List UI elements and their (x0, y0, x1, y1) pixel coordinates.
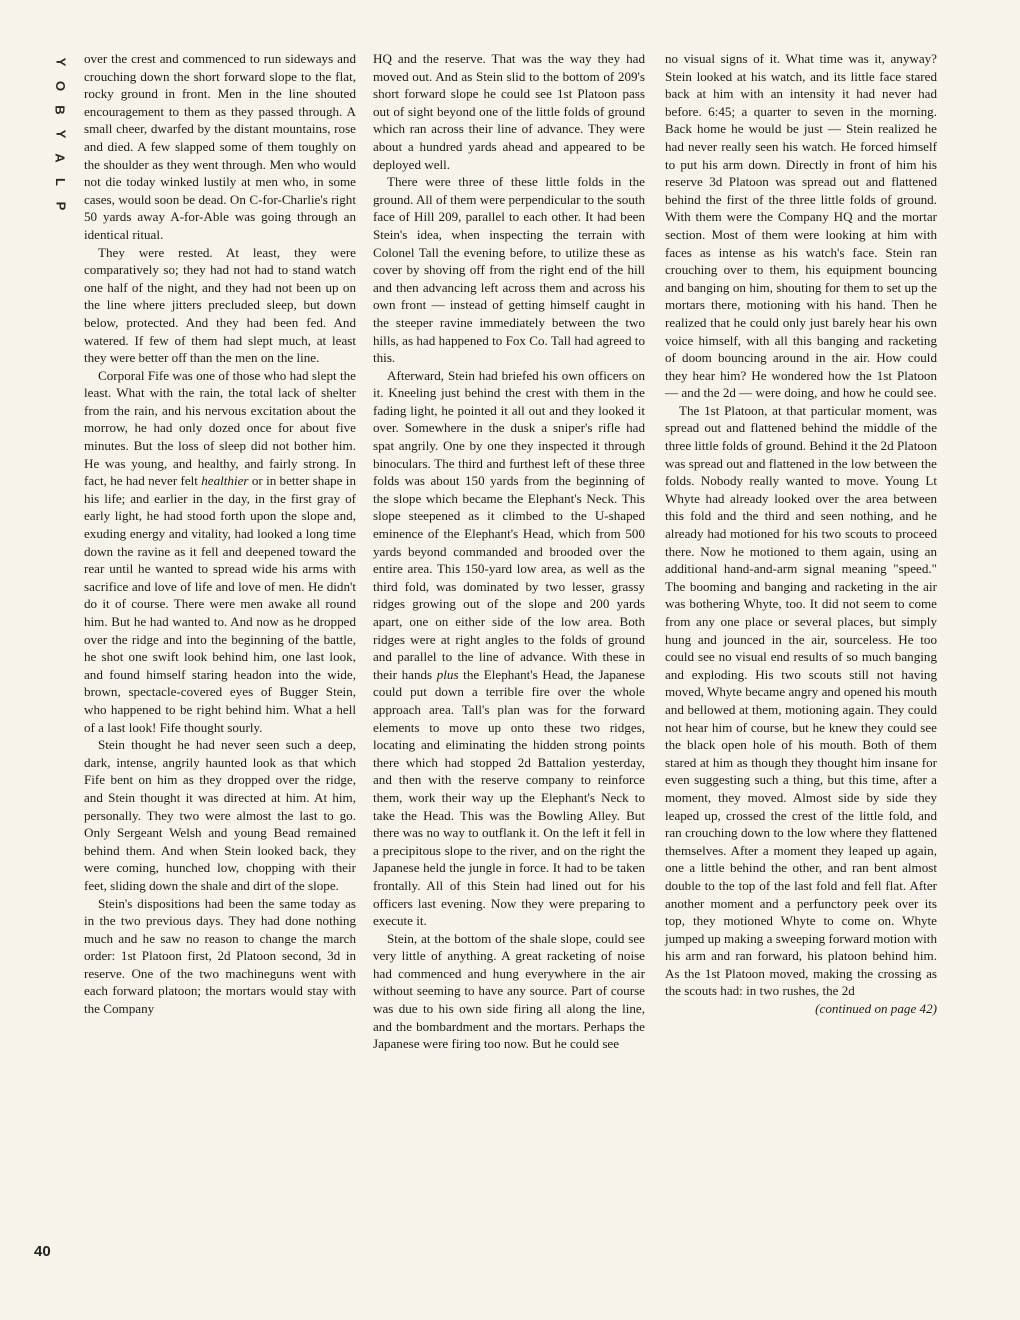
masthead-letter: A (52, 153, 68, 163)
paragraph: no visual signs of it. What time was it, anyway? Stein looked at his watch, and its little face stared back at him with an intensity it had never had before. 6:45; a quarter to seven in the morning. Back home he would be just — Stein realized he had never really seen his watch. He forced himself to put his arm down. Directly in front of him his reserve 3d Platoon was spread out and flattened behind the first of the three little folds of ground. With them were the Company HQ and the mortar section. Most of them were looking at him with faces as intense as his watch's face. Stein ran crouching over to them, his equipment bouncing and banging on him, shouting for them to set up the mortars there, motioning with his hand. Then he realized that he could only just barely hear his own voice himself, with all this banging and racketing of doom bouncing around in the air. How could they hear him? He wondered how the 1st Platoon — and the 2d — were doing, and how he could see. (665, 51, 937, 401)
masthead-letter: O (53, 80, 68, 92)
text-run: or in better shape in his life; and earlier in the day, in the first gray of early light, he had stood forth upon the slope and, exuding energy and vitality, had looked a long time down the ravine as it fell and deepened toward the rear until he wanted to spread wide his arms with sacrifice and love of life and love of men. He didn't do it of course. There were men awake all round him. But he had wanted to. And now as he dropped over the ridge and into the beginning of the battle, he shot one swift look behind him, one last look, and found himself staring headon into the wide, brown, spectacle-covered eyes of Bugger Stein, who happened to be right behind him. What a hell of a last look! Fife thought sourly. (84, 473, 356, 735)
masthead-letter: Y (52, 57, 68, 67)
paragraph: They were rested. At least, they were comparatively so; they had not had to stand watch one half of the night, and they had not been up on the line where jitters precluded sleep, but down below, protected. And they had been fed. And watered. If few of them had slept much, at least they were better off than the men on the line. (84, 244, 356, 366)
masthead-letter: L (52, 178, 68, 186)
emphasis: healthier (201, 473, 249, 489)
emphasis: plus (436, 666, 459, 682)
page-number: 40 (34, 1243, 51, 1260)
text-run: Corporal Fife was one of those who had slept the least. What with the rain, the total lack of shelter from the rain, and his nervous excitation about the morrow, he had only dozed once for about five minutes. But the loss of sleep did not bother him. He was young, and healthy, and fairly strong. In fact, he had never felt (84, 367, 356, 489)
article-column-3 (665, 50, 937, 1018)
masthead-letter: B (52, 105, 68, 115)
masthead-letter: Y (52, 129, 68, 139)
paragraph (373, 367, 645, 930)
paragraph: Stein's dispositions had been the same today as in the two previous days. They had done nothing much and he saw no reason to change the march order: 1st Platoon first, 2d Platoon second, 3d in reserve. One of the two machineguns went with each forward platoon; the mortars would stay with the Company (84, 895, 356, 1017)
article-column-2 (373, 50, 645, 1053)
paragraph: There were three of these little folds in the ground. All of them were perpendicular to the south face of Hill 209, parallel to each other. It had been Stein's idea, when inspecting the terrain with Colonel Tall the evening before, to utilize these as cover by shoving off from the right end of the hill and then advancing left across them and across his own front — instead of getting himself caught in the steeper ravine immediately between the two hills, as had happened to Fox Co. Tall had agreed to this. (373, 174, 645, 366)
paragraph: The 1st Platoon, at that particular moment, was spread out and flattened behind the middle of the three little folds of ground. Behind it the 2d Platoon was spread out and flattened in the low between the folds. Nobody really wanted to move. Young Lt Whyte had already looked over the area between this fold and the third and seen nothing, and he already had motioned for his two scouts to proceed there. Now he motioned to them again, using an additional hand-and-arm signal meaning "speed." The booming and banging and racketing in the air was bothering Whyte, too. It did not seem to come from any one place or several places, but simply hung and jounced in the air, sourceless. He too could see no visual end results of so much banging and exploding. His two scouts still not having moved, Whyte became angry and opened his mouth and bellowed at them, motioning again. They could not hear him of course, but he knew they could see the black open hole of his mouth. Both of them stared at him as though they thought him insane for even suggesting such a thing, but this time, after a moment, they moved. Almost side by side they leaped up, crossed the crest of the little fold, and ran crouching down to the low where they flattened themselves. After a moment they leaped up again, one a little behind the other, and ran bent almost double to the top of the last fold and fell flat. After another moment and a perfunctory peek over its top, they motioned Whyte to come on. Whyte jumped up making a sweeping forward motion with his arm and ran forward, his platoon behind him. As the 1st Platoon moved, making the crossing as the scouts had: in two rushes, the 2d (665, 402, 937, 999)
text-run: Afterward, Stein had briefed his own officers on it. Kneeling just behind the crest with them in the fading light, he pointed it all out and they looked it over. Somewhere in the dusk a sniper's rifle had spat angrily. One by one they inspected it through binoculars. The third and furthest left of these three folds was about 150 yards from the beginning of the slope which became the Elephant's Neck. This slope steepened as it climbed to the U-shaped eminence of the Elephant's Head, which from 500 yards beyond commanded and brooded over the entire area. This 150-yard low area, as well as the third fold, was dominated by two lesser, grassy ridges growing out of the slope and 200 yards apart, one on either side of the low area. Both ridges were at right angles to the folds of ground and parallel to the line of advance. With these in their hands (373, 367, 645, 682)
paragraph: HQ and the reserve. That was the way they had moved out. And as Stein slid to the bottom of 209's short forward slope he could see 1st Platoon pass out of sight beyond one of the little folds of ground which ran across their line of advance. They were about a hundred yards ahead and appeared to be deployed well. (373, 51, 645, 172)
paragraph: Stein thought he had never seen such a deep, dark, intense, angrily haunted look as that which Fife bent on him as they dropped over the ridge, and Stein thought it was directed at him. At him, personally. They two were almost the last to go. Only Sergeant Welsh and young Bead remained behind them. And when Stein looked back, they were coming, hunched low, chopping with their feet, sliding down the shale and dirt of the slope. (84, 737, 356, 893)
paragraph: over the crest and commenced to run sideways and crouching down the short forward slope to the flat, rocky ground in front. Men in the line shouted encouragement to them as they passed through. A small cheer, dwarfed by the distant mountains, rose and died. A few slapped some of them toughly on the shoulder as they went through. Men who would not die today winked lustily at men who, in some cases, would soon be dead. On C-for-Charlie's right 50 yards away A-for-Able was going through an identical ritual. (84, 51, 356, 242)
magazine-masthead (48, 50, 72, 218)
continued-line: (continued on page 42) (815, 1001, 937, 1017)
masthead-letter: P (52, 201, 68, 211)
paragraph (84, 367, 356, 736)
article-column-1 (84, 50, 356, 1018)
text-run: the Elephant's Head, the Japanese could put down a terrible fire over the whole approach area. Tall's plan was for the forward elements to move up onto these two ridges, locating and eliminating the hidden strong points there which had stopped 2d Battalion yesterday, and then with the reserve company to reinforce them, work their way up the Elephant's Neck to take the Head. This was the Bowling Alley. But there was no way to outflank it. On the left it fell in a precipitous slope to the river, and on the right the Japanese held the jungle in force. It had to be taken frontally. All of this Stein had lined out for his officers last evening. Now they were preparing to execute it. (373, 666, 645, 929)
paragraph: Stein, at the bottom of the shale slope, could see very little of anything. A great racketing of noise had commenced and hung everywhere in the air without seeming to have any source. Part of course was due to his own side firing all along the line, and the bombardment and the mortars. Perhaps the Japanese were firing too now. But he could see (373, 930, 645, 1052)
